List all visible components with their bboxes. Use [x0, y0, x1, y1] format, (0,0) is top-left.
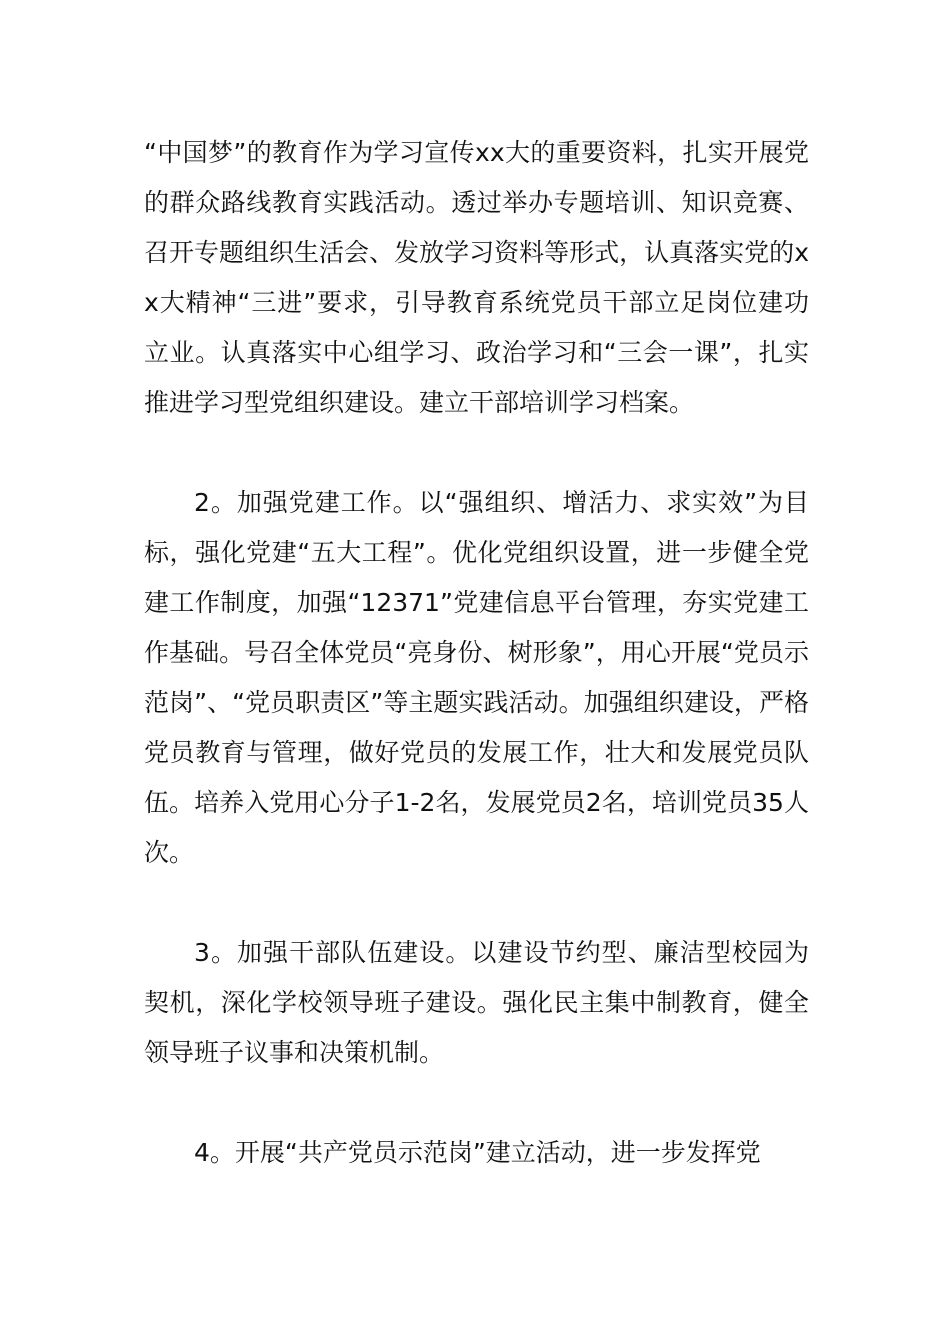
paragraph-spacer [144, 878, 809, 928]
paragraph-continued: “中国梦”的教育作为学习宣传xx大的重要资料，扎实开展党的群众路线教育实践活动。透过举办专题培训、知识竞赛、召开专题组织生活会、发放学习资料等形式，认真落实党的xx大精神“三进”要求，引导教育系统党员干部立足岗位建功立业。认真落实中心组学习、政治学习和“三会一课”，扎实推进学习型党组织建设。建立干部培训学习档案。 [144, 138, 809, 417]
paragraph-spacer [144, 428, 809, 478]
paragraph-item-4: 4。开展“共产党员示范岗”建立活动，进一步发挥党 [194, 1138, 761, 1167]
document-body [144, 128, 809, 1178]
paragraph-spacer [144, 1078, 809, 1128]
paragraph-item-3: 3。加强干部队伍建设。以建设节约型、廉洁型校园为契机，深化学校领导班子建设。强化民主集中制教育，健全领导班子议事和决策机制。 [144, 938, 809, 1067]
paragraph-item-2: 2。加强党建工作。以“强组织、增活力、求实效”为目标，强化党建“五大工程”。优化党组织设置，进一步健全党建工作制度，加强“12371”党建信息平台管理，夯实党建工作基础。号召全体党员“亮身份、树形象”，用心开展“党员示范岗”、“党员职责区”等主题实践活动。加强组织建设，严格党员教育与管理，做好党员的发展工作，壮大和发展党员队伍。培养入党用心分子1-2名，发展党员2名，培训党员35人次。 [144, 488, 809, 867]
